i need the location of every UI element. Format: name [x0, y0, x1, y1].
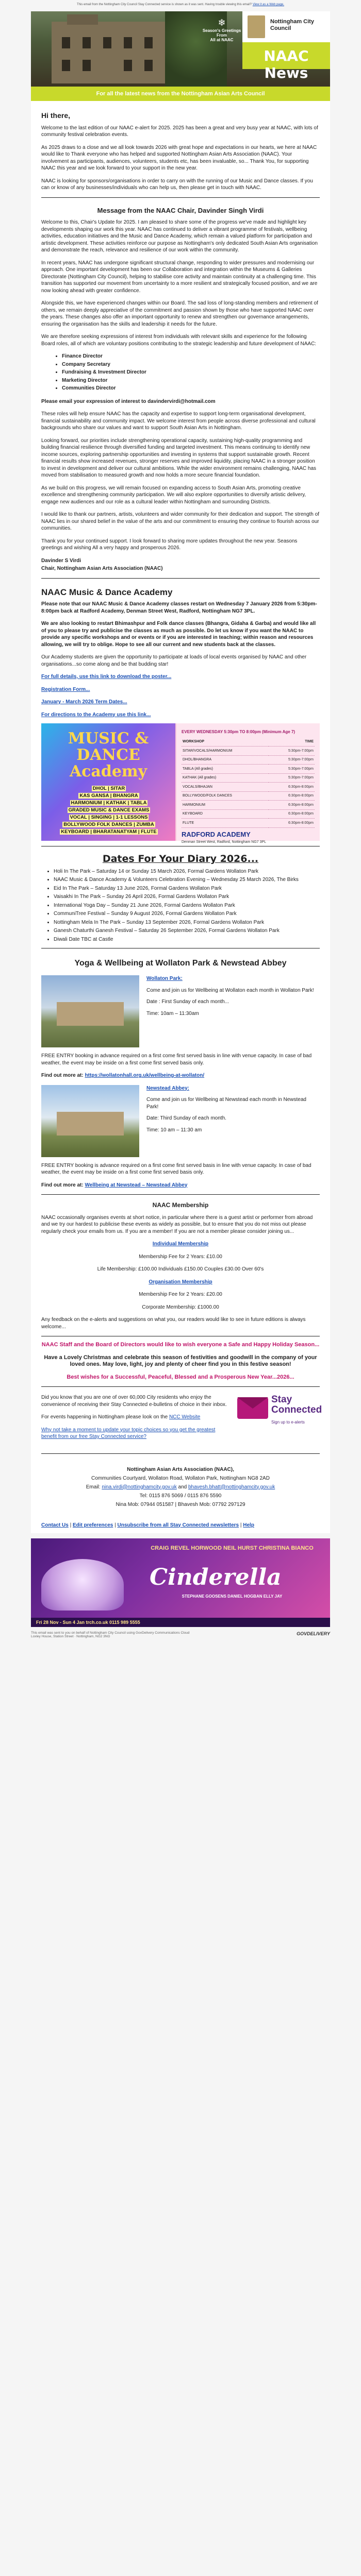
council-crest-icon [248, 15, 265, 38]
organisation-membership-link[interactable]: Organisation Membership [149, 1279, 212, 1285]
schedule-table [182, 738, 315, 828]
chair-paragraph: Alongside this, we have experienced changes within our Board. The sad loss of long-standing members and retirement of others, we remain deeply appreciative of the commitment and passion shown by those who have supported NAAC over the years. These changes also offer an important opportunity to renew and strengthen our governance arrangements, ensuring the organisation has the skills and leadership it needs for the future. [41, 300, 318, 327]
wollaton-hall-image [41, 975, 139, 1047]
logo-word: Stay [271, 1394, 292, 1405]
view-web-link[interactable]: View it as a Web page. [252, 3, 284, 6]
logo-word: Connected [271, 1404, 322, 1415]
chair-paragraph: These roles will help ensure NAAC has the capacity and expertise to support long-term organisational development, financial sustainability and community impact. We welcome interest from people across diverse professional and cultural backgrounds who share our values and want to support South Asian Arts in Nottingham. [41, 411, 316, 431]
chair-paragraph: In recent years, NAAC has undergone significant structural change, responding to wider pressures and modernising our approach. One important development has been our Collaboration and integration within the Museums & Galleries Directorate (Nottingham City Council), helping to stabilise core activity and maintain continuity at a challenging time. This transition has supported our movement from uncertainty to a more resilient and strategically focused position, and we are now looking ahead with greater confidence. [41, 260, 318, 294]
table-row [182, 819, 315, 828]
org-membership-fee: Membership Fee for 2 Years: £20.00 [139, 1292, 222, 1297]
newstead-booking: FREE ENTRY booking is advance required on a first come first served basis in line with venue capacity. In case of bad weather, the event may be inside on a first come first served basis only. [41, 1162, 311, 1175]
divider [41, 578, 320, 579]
hall-building-image [52, 22, 175, 83]
separator: | [68, 1522, 73, 1528]
flyer-venue: RADFORD ACADEMY [182, 830, 251, 838]
wollaton-text: Come and join us for Wellbeing at Wollaton each month in Wollaton Park! [146, 987, 314, 993]
membership-heading: NAAC Membership [152, 1201, 209, 1209]
flyer-schedule-panel [176, 723, 320, 844]
diary-item: • NAAC Music & Dance Academy & Volunteers Celebration Evening – Wednesday 25 March 2026, The Birks [54, 876, 320, 884]
stay-connected-block [41, 1394, 320, 1446]
email-body [31, 11, 330, 1517]
chair-paragraph: Looking forward, our priorities include strengthening operational capacity, sustaining high-quality programming and building financial resilience through diversified funding and targeted investment. This means continuing to identify new income sources, exploring partnership opportunities and investing in systems that support sustainable growth. Recent financial results show increased revenues, stronger reserves and improved liquidity, placing NAAC in a stronger position to invest in development and deliver our cultural ambitions. While the wider environment remains challenging, NAAC has moved from stabilisation to measured growth and now holds a more secure financial foundation. [41, 437, 317, 478]
table-row [182, 791, 315, 801]
flyer-style: GRADED MUSIC & DANCE EXAMS [68, 807, 150, 813]
table-cell: 5:30pm-7:00pm [269, 747, 315, 756]
greeting-line: From [217, 33, 227, 38]
academy-paragraph: Our Academy students are given the opportunity to participate at loads of local events organised by NAAC and other organisations...so come along and be that budding star! [41, 654, 307, 667]
banner-dates: Fri 28 Nov - Sun 4 Jan trch.co.uk 0115 989 5555 [31, 1618, 330, 1627]
table-cell: 5:30pm-7:00pm [269, 773, 315, 783]
chair-heading: Message from the NAAC Chair, Davinder Singh Virdi [97, 206, 264, 214]
flyer-styles [50, 785, 168, 836]
ncc-website-link[interactable]: NCC Website [169, 1414, 201, 1420]
greeting-line: Season's Greetings [202, 28, 241, 33]
flyer-style: KAS GANSA | BHANGRA [79, 793, 138, 799]
banner-title: Cinderella [150, 1564, 282, 1590]
table-cell: VOCALS/BHAJAN [182, 783, 269, 792]
board-role: • Finance Director [62, 353, 320, 360]
wollaton-date: Date : First Sunday of each month... [146, 999, 229, 1005]
email-label: Email: [86, 1484, 101, 1490]
board-role: • Fundraising & Investment Director [62, 369, 320, 376]
diary-item: • International Yoga Day – Sunday 21 June 2026, Formal Gardens Wollaton Park [54, 902, 320, 909]
table-cell: 6:30pm-8:00pm [269, 783, 315, 792]
email-prompt: Please email your expression of interest to davindervirdi@hotmail.com [41, 398, 216, 404]
table-cell: KATHAK (All grades) [182, 773, 269, 783]
term-dates-link[interactable]: January - March 2026 Term Dates... [41, 699, 127, 705]
chair-paragraph: I would like to thank our partners, artists, volunteers and wider community for their dedication and support. The strength of NAAC lies in our shared belief in the value of the arts and our commitment to ensuring they continue to flourish across our communities. [41, 512, 319, 531]
table-cell: FLUTE [182, 819, 269, 828]
registration-link[interactable]: Registration Form... [41, 686, 90, 692]
wollaton-title: Wollaton Park: [146, 976, 183, 981]
membership-fee: Membership Fee for 2 Years: £10.00 [139, 1253, 222, 1260]
diary-item: • Diwali Date TBC at Castle [54, 936, 320, 943]
greeting-heading: Hi there, [41, 111, 71, 120]
board-role: • Company Secretary [62, 361, 320, 368]
flyer-style: KEYBOARD | BHARATANATYAM | FLUTE [61, 829, 157, 835]
table-cell: 6:30pm-8:00pm [269, 791, 315, 801]
footer-links [31, 1517, 330, 1533]
academy-paragraph: We are also looking to restart Bhimashpur and Folk dance classes (Bhangra, Gidaha & Garba) and would like all of you to please try and publicise the classes as much as possible. Do let us know if you want the NAAC to provide any specific workshops and or events or if you are interested in teaching; within reason and resources allowing, we will try to oblige. Hope to see all our current and new students back at the classes. [41, 621, 316, 648]
table-cell: TABLA (All grades) [182, 765, 269, 774]
flyer-left-panel [41, 723, 175, 841]
top-notice-text: This email from the Nottingham City Council Stay Connected service is shown as it was sent. Having trouble viewing this email? [77, 3, 252, 6]
table-header: WORKSHOP [182, 738, 269, 747]
divider [41, 197, 320, 198]
update-topics-link[interactable]: Why not take a moment to update your topic choices so you get the greatest benefit from our free Stay Connected service? [41, 1427, 216, 1439]
help-link[interactable]: Help [243, 1522, 254, 1528]
footer-note: This email was sent to you on behalf of Nottingham City Council using GovDelivery Communications Cloud [31, 1631, 190, 1635]
schedule-title: EVERY WEDNESDAY 5:30pm TO 8:00pm (Minimum Age 7) [182, 730, 296, 734]
hero-banner [31, 11, 330, 87]
greeting-line: All at NAAC [210, 38, 234, 42]
academy-flyer[interactable] [41, 723, 320, 844]
divider [41, 1386, 320, 1387]
cinderella-ad-banner[interactable] [31, 1538, 330, 1627]
pumpkin-coach-image [41, 1559, 124, 1611]
separator: | [239, 1522, 243, 1528]
table-cell: 6:30pm-8:00pm [269, 809, 315, 819]
diary-item: • Holi In The Park – Saturday 14 or Sunday 15 March 2026, Formal Gardens Wollaton Park [54, 868, 320, 875]
corporate-membership: Corporate Membership: £1000.00 [142, 1304, 219, 1310]
diary-item: • Eid In The Park – Saturday 13 June 2026, Formal Gardens Wollaton Park [54, 885, 320, 892]
wollaton-block [41, 975, 320, 1047]
find-more-label: Find out more at: [41, 1182, 84, 1188]
email-bhavesh-link[interactable]: bhavesh.bhatt@nottinghamcity.gov.uk [188, 1484, 275, 1490]
separator: | [113, 1522, 118, 1528]
table-row [182, 809, 315, 819]
signature-name: Davinder S Virdi [41, 557, 81, 564]
diary-item: • CommuniTree Festival – Sunday 9 August 2026, Formal Gardens Wollaton Park [54, 910, 320, 918]
academy-notice: Please note that our NAAC Music & Dance Academy classes restart on Wednesday 7 January 2026 from 5:30pm-8:00pm back at Radford Academy, Denman Street West, Radford, Nottingham NG7 3PL. [41, 601, 317, 614]
table-cell: BOLLYWOOD/FOLK DANCES [182, 791, 269, 801]
footer-org: Nottingham Asian Arts Association (NAAC), [127, 1466, 234, 1472]
board-role: • Marketing Director [62, 377, 320, 384]
snowflake-icon: ❄ [218, 18, 226, 28]
council-logo [242, 11, 330, 42]
wollaton-time: Time: 10am – 11:30am [146, 1010, 199, 1016]
newstead-title: Newstead Abbey: [146, 1085, 189, 1091]
flyer-style: BOLLYWOOD FOLK DANCES | ZUMBA [63, 822, 154, 827]
table-cell: 6:30pm-8:00pm [269, 801, 315, 810]
chair-paragraph: We are therefore seeking expressions of interest from individuals with relevant skills and experience for the following Board roles, all of which are voluntary positions contributing to the strategic leadership and future development of NAAC: [41, 334, 317, 347]
newstead-date: Date: Third Sunday of each month. [146, 1115, 226, 1121]
life-membership: Life Membership: £100.00 Individuals £150.00 Couples £30.00 Over 60's [97, 1266, 264, 1272]
table-row [182, 783, 315, 792]
footer-street: Communities Courtyard, Wollaton Road, Wollaton Park, Nottingham NG8 2AD [91, 1475, 270, 1481]
table-cell: KEYBOARD [182, 809, 269, 819]
table-cell: SITAR/VOCALS/HARMONIUM [182, 747, 269, 756]
wollaton-link[interactable]: https://wollatonhall.org.uk/wellbeing-at-wollaton/ [85, 1073, 205, 1078]
wishes-line: Best wishes for a Successful, Peaceful, Blessed and a Prosperous New Year...2026... [67, 1374, 294, 1380]
table-row [182, 747, 315, 756]
council-name: Nottingham City Council [270, 19, 314, 31]
table-cell: DHOL/BHANGRA [182, 755, 269, 765]
banner-supporting-cast: STEPHANE GOOSENS DANIEL HOGBAN ELLY JAY [182, 1594, 283, 1599]
academy-heading: NAAC Music & Dance Academy [41, 587, 173, 597]
diary-list [54, 868, 320, 943]
footer-address-line: Loxley House, Station Street · Nottingham, NG2 3NG [31, 1634, 110, 1638]
table-row [182, 755, 315, 765]
signature-title: Chair, Nottingham Asian Arts Association (NAAC) [41, 566, 163, 571]
wishes-line: Have a Lovely Christmas and celebrate this season of festivities and goodwill in the company of your loved ones. May love, light, joy and plenty of cheer find you in this festive season! [44, 1354, 317, 1367]
diary-item: • Vaisakhi In The Park – Sunday 26 April 2026, Formal Gardens Wollaton Park [54, 893, 320, 901]
table-row [182, 801, 315, 810]
table-row [182, 773, 315, 783]
wishes-line: NAAC Staff and the Board of Directors would like to wish everyone a Safe and Happy Holiday Season... [41, 1342, 320, 1348]
individual-membership-link[interactable]: Individual Membership [152, 1241, 209, 1247]
banner-cast-names: CRAIG REVEL HORWOOD NEIL HURST CHRISTINA BIANCO [151, 1545, 314, 1551]
diary-heading: Dates For Your Diary 2026... [102, 853, 259, 865]
footer-address [41, 1459, 320, 1517]
unsubscribe-link[interactable]: Unsubscribe from all Stay Connected newsletters [117, 1522, 239, 1528]
diary-item: • Ganesh Chaturthi Ganesh Festival – Saturday 26 September 2026, Formal Gardens Wollaton Park [54, 927, 320, 935]
govdelivery-footer [31, 1631, 330, 1638]
intro-paragraph: NAAC is looking for sponsors/organisations in order to carry on with the running of our Music and Dance classes. If you can or know of any businesses/individuals who can help us, then please get in touch with NAAC. [41, 178, 313, 191]
divider [41, 1194, 320, 1195]
table-cell: 5:30pm-7:00pm [269, 765, 315, 774]
intro-paragraph: Welcome to the last edition of our NAAC e-alert for 2025. 2025 has been a great and very busy year at NAAC, with lots of community festival celebration events. [41, 125, 318, 138]
find-more-label: Find out more at: [41, 1073, 84, 1078]
flyer-style: VOCAL | SINGING | 1-1 LESSONS [70, 815, 148, 820]
yoga-heading: Yoga & Wellbeing at Wollaton Park & Newstead Abbey [74, 959, 287, 968]
email-nina-link[interactable]: nina.virdi@nottinghamcity.gov.uk [102, 1484, 177, 1490]
table-cell: 5:30pm-7:00pm [269, 755, 315, 765]
top-notice [0, 0, 361, 11]
table-cell: 6:30pm-8:00pm [269, 819, 315, 828]
flyer-title: MUSIC & DANCE Academy [68, 730, 149, 781]
chair-paragraph: Thank you for your continued support. I look forward to sharing more updates throughout the new year. Seasons greetings and wishing All a very happy and prosperous 2026. [41, 538, 298, 551]
email-sep: and [178, 1484, 187, 1490]
newstead-text: Come and join us for Wellbeing at Newstead each month in Newstead Park! [146, 1097, 306, 1110]
table-row [182, 738, 315, 747]
stay-connected-logo[interactable] [237, 1394, 320, 1430]
divider [41, 1453, 320, 1454]
footer-tel: Tel: 0115 876 5069 / 0115 876 5590 [139, 1493, 222, 1499]
newstead-time: Time: 10 am – 11:30 am [146, 1127, 202, 1133]
table-cell: HARMONIUM [182, 801, 269, 810]
intro-paragraph: As 2025 draws to a close and we all look towards 2026 with great hope and expectations in our hearts, we here at NAAC would like to Thank everyone who has helped and supported Nottingham Asian Arts Association (NAAC). Your involvement as participants, audiences, volunteers, students etc, has been invaluable, so... Thank You, for supporting NAAC this year and we look forward to your support in the new year. [41, 144, 317, 171]
directions-link[interactable]: For directions to the Academy use this link... [41, 711, 151, 718]
tagline: For all the latest news from the Nottingham Asian Arts Council [31, 87, 330, 101]
logo-subtext: Sign up to e-alerts [271, 1420, 305, 1425]
feedback-paragraph: Any feedback on the e-alerts and suggestions on what you, our readers would like to see in future editions is always welcome... [41, 1317, 306, 1330]
board-roles-list [62, 353, 320, 392]
edit-preferences-link[interactable]: Edit preferences [72, 1522, 113, 1528]
flyer-address: Denman Street West, Radford, Nottingham NG7 3PL [182, 840, 267, 844]
govdelivery-logo: GOVDELIVERY [297, 1631, 330, 1636]
newstead-abbey-image [41, 1085, 139, 1157]
table-header: TIME [269, 738, 315, 747]
flyer-style: HARMONIUM | KATHAK | TABLA [71, 800, 147, 806]
board-role: • Communities Director [62, 385, 320, 392]
membership-paragraph: NAAC occasionally organises events at short notice, in particular where there is a guest artist or performer from abroad and we try our hardest to publicise these events as widely as possible, but to ensure that you do not miss out please regularly check your emails from us. If you are a member! If you are not a member please consider joining us... [41, 1214, 313, 1234]
chair-paragraph: Welcome to this, Chair's Update for 2025. I am pleased to share some of the progress we've made and highlight key developments shaping our work this year. NAAC has continued to deliver a vibrant programme of festivals, wellbeing activities, education initiatives and the Music and Dance Academy, which remain a valued platform for participation and artistic development. These activities reinforce our purpose as Nottingham's only dedicated South Asian Arts organisation and demonstrate the reach, relevance and resilience of our work within the community. [41, 219, 318, 253]
envelope-icon [237, 1397, 268, 1419]
stay-text: For events happening in Nottingham please look on the [41, 1414, 168, 1420]
chair-paragraph: As we build on this progress, we will remain focused on expanding access to South Asian Arts, promoting creative excellence and strengthening community participation. We will also explore opportunities to diversify artistic delivery, engage new audiences and our role as a cultural leader within Nottingham and surrounding Districts. [41, 485, 306, 505]
stay-paragraph: Did you know that you are one of over 60,000 City residents who enjoy the convenience of receiving their Stay Connected e-bulletins of choice in their inbox. [41, 1395, 227, 1408]
table-row [182, 765, 315, 774]
newstead-link[interactable]: Wellbeing at Newstead – Newstead Abbey [85, 1182, 188, 1188]
newsletter-title: NAAC News [242, 42, 330, 69]
poster-link[interactable]: For full details, use this link to download the poster... [41, 674, 172, 680]
footer-mobile: Nina Mob: 07944 051587 | Bhavesh Mob: 07792 297129 [116, 1501, 245, 1507]
wollaton-booking: FREE ENTRY booking in advance required on a first come first served basis in line with venue capacity. In case of bad weather, the event may be inside on a first come first served basis only. [41, 1053, 312, 1066]
newstead-block [41, 1085, 320, 1157]
diary-item: • Nottingham Mela In The Park – Sunday 13 September 2026, Formal Gardens Wollaton Park [54, 919, 320, 926]
contact-us-link[interactable]: Contact Us [41, 1522, 69, 1528]
flyer-style: DHOL | SITAR [92, 786, 125, 791]
